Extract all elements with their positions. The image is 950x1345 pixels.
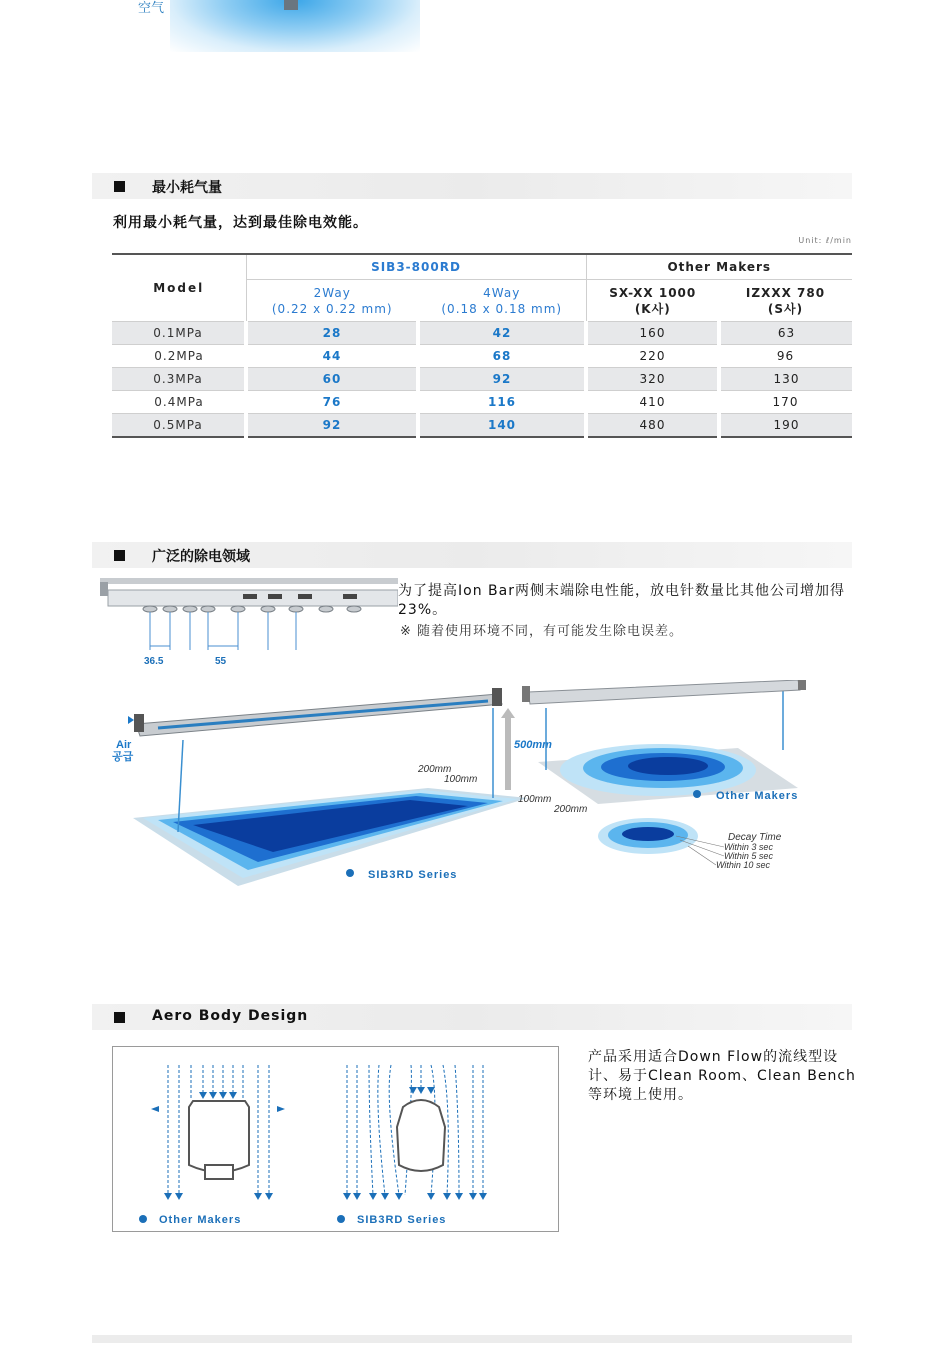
section-title: 广泛的除电领域 [152, 549, 250, 565]
decay-zone-dark [622, 827, 674, 841]
section-bullet-icon [114, 550, 125, 561]
col-header-s: IZXXX 780 (S사) [719, 280, 852, 322]
discharge-area-illustration [98, 680, 858, 890]
caption-sib-dot [337, 1215, 345, 1223]
sib-bar-end-right [492, 688, 502, 706]
table-row: 0.1MPa 28 42 160 63 [112, 322, 852, 345]
section-header-aero-body [92, 1004, 852, 1030]
table-unit-label: Unit: ℓ/min [798, 236, 852, 245]
air-label-ko: 공급 [112, 750, 134, 763]
dim-200a: 200mm [418, 764, 452, 775]
table-row: 0.3MPa 60 92 320 130 [112, 368, 852, 391]
bar-top-rail [100, 578, 398, 584]
legend-other-makers: Other Makers [716, 790, 799, 802]
section3-paragraph: 产品采用适合Down Flow的流线型设计、易于Clean Room、Clean Bench等环境上使用。 [588, 1049, 856, 1103]
col-header-4way: 4Way (0.18 x 0.18 mm) [418, 280, 586, 322]
air-label: Air [116, 739, 132, 751]
dimension-lines [150, 612, 296, 650]
aero-design-figure [112, 1046, 559, 1232]
caption-other-makers: Other Makers [159, 1214, 242, 1226]
bottom-divider-band [92, 1335, 852, 1343]
group-header-sib: SIB3-800RD [246, 254, 586, 280]
other-zone-dark [628, 757, 708, 775]
table-row: 0.2MPa 44 68 220 96 [112, 345, 852, 368]
top-ion-bar-rod [284, 0, 298, 10]
top-air-label: 空气 [138, 1, 165, 16]
table-row: 0.5MPa 92 140 480 190 [112, 414, 852, 438]
caption-other-dot [139, 1215, 147, 1223]
sib-bar-stripe [158, 701, 488, 728]
decay-10: Within 10 sec [716, 860, 770, 870]
section-header-air-consumption [92, 173, 852, 199]
col-header-2way: 2Way (0.22 x 0.22 mm) [246, 280, 418, 322]
section-title: 最小耗气量 [152, 180, 222, 196]
col-header-k: SX-XX 1000 (K사) [586, 280, 719, 322]
other-ion-bar [528, 680, 800, 704]
bar-end-cap [100, 582, 108, 596]
legend-other-dot [693, 790, 701, 798]
section-subtitle: 利用最小耗气量，达到最佳除电效能。 [113, 215, 368, 231]
legend-sib-series: SIB3RD Series [368, 869, 458, 881]
section-bullet-icon [114, 181, 125, 192]
height-500-label: 500mm [514, 739, 552, 751]
group-header-other: Other Makers [586, 254, 852, 280]
ion-bar-end-diagram [98, 578, 398, 668]
section-header-wide-area [92, 542, 852, 568]
table-row: 0.4MPa 76 116 410 170 [112, 391, 852, 414]
sib-bar-profile [397, 1100, 445, 1171]
section-title: Aero Body Design [152, 1008, 309, 1024]
aero-airflow-diagrams [113, 1047, 558, 1231]
legend-sib-dot [346, 869, 354, 877]
emitter-needles [143, 606, 361, 612]
decay-title: Decay Time [728, 832, 782, 843]
air-consumption-table [112, 253, 852, 438]
section2-note: ※ 随着使用环境不同，有可能发生除电误差。 [400, 624, 684, 639]
dim-200b: 200mm [554, 804, 588, 815]
dim-100b: 100mm [518, 794, 552, 805]
dim-100a: 100mm [444, 774, 478, 785]
section2-paragraph: 为了提高Ion Bar两侧末端除电性能，放电针数量比其他公司增加得23%。 [398, 583, 845, 618]
caption-sib-series: SIB3RD Series [357, 1214, 447, 1226]
air-arrow-icon [128, 716, 134, 724]
section-bullet-icon [114, 1012, 125, 1023]
other-bar-profile [189, 1101, 249, 1172]
decay-3: Within 3 sec [724, 842, 773, 852]
decay-5: Within 5 sec [724, 851, 773, 861]
dim-36-5: 36.5 [144, 656, 164, 667]
model-header: Model [112, 254, 246, 322]
sib-bar-end-left [134, 714, 144, 732]
dim-55: 55 [215, 656, 227, 667]
